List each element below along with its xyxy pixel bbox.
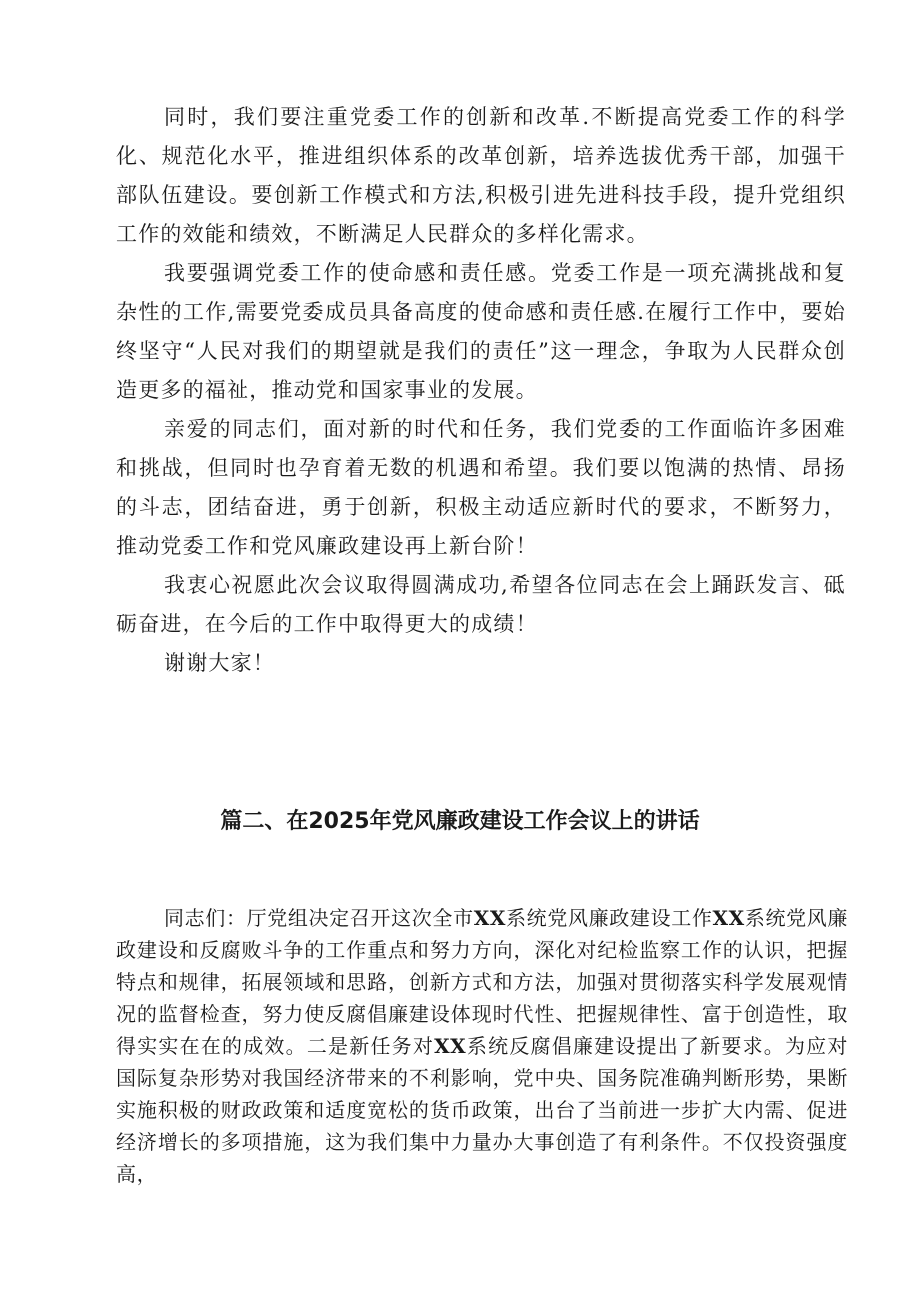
paragraph-opening: 同志们：厅党组决定召开这次全市XX系统党风廉政建设工作XX系统党风廉政建设和反腐败斗争的工作重点和努力方向，深化对纪检监察工作的认识，把握特点和规律，拓展领域和思路，创新方式和方法，加强对贯彻落实科学发展观情况的监督检查，努力使反腐倡廉建设体现时代性、把握规律性、富于创造性，取得实实在在的成效。二是新任务对XX系统反腐倡廉建设提出了新要求。为应对国际复杂形势对我国经济带来的不利影响，党中央、国务院准确判断形势，果断实施积极的财政政策和适度宽松的货币政策，出台了当前进一步扩大内需、促进经济增长的多项措施，这为我们集中力量办大事创造了有利条件。不仅投资强度高， [116,906,849,1186]
paragraph-responsibility: 我要强调党委工作的使命感和责任感。党委工作是一项充满挑战和复杂性的工作,需要党委成员具备高度的使命感和责任感.在履行工作中，要始终坚守“人民对我们的期望就是我们的责任”这一理念，争取为人民群众创造更多的福祉，推动党和国家事业的发展。 [116,261,846,402]
speech-section-one [116,98,846,683]
speech-section-two [116,902,848,1190]
paragraph-innovation: 同时，我们要注重党委工作的创新和改革.不断提高党委工作的科学化、规范化水平，推进组织体系的改革创新，培养选拔优秀干部，加强干部队伍建设。要创新工作模式和方法,积极引进先进科技手段，提升党组织工作的效能和绩效，不断满足人民群众的多样化需求。 [116,105,846,246]
paragraph-wishes: 我衷心祝愿此次会议取得圆满成功,希望各位同志在会上踊跃发言、砥砺奋进，在今后的工作中取得更大的成绩！ [116,573,846,636]
section-heading: 篇二、在2025年党风廉政建设工作会议上的讲话 [220,809,700,834]
paragraph-thanks: 谢谢大家！ [164,651,275,675]
paragraph-comrades: 亲爱的同志们，面对新的时代和任务，我们党委的工作面临许多困难和挑战，但同时也孕育着无数的机遇和希望。我们要以饱满的热情、昂扬的斗志，团结奋进，勇于创新，积极主动适应新时代的要求，不断努力，推动党委工作和党风廉政建设再上新台阶！ [116,417,846,558]
